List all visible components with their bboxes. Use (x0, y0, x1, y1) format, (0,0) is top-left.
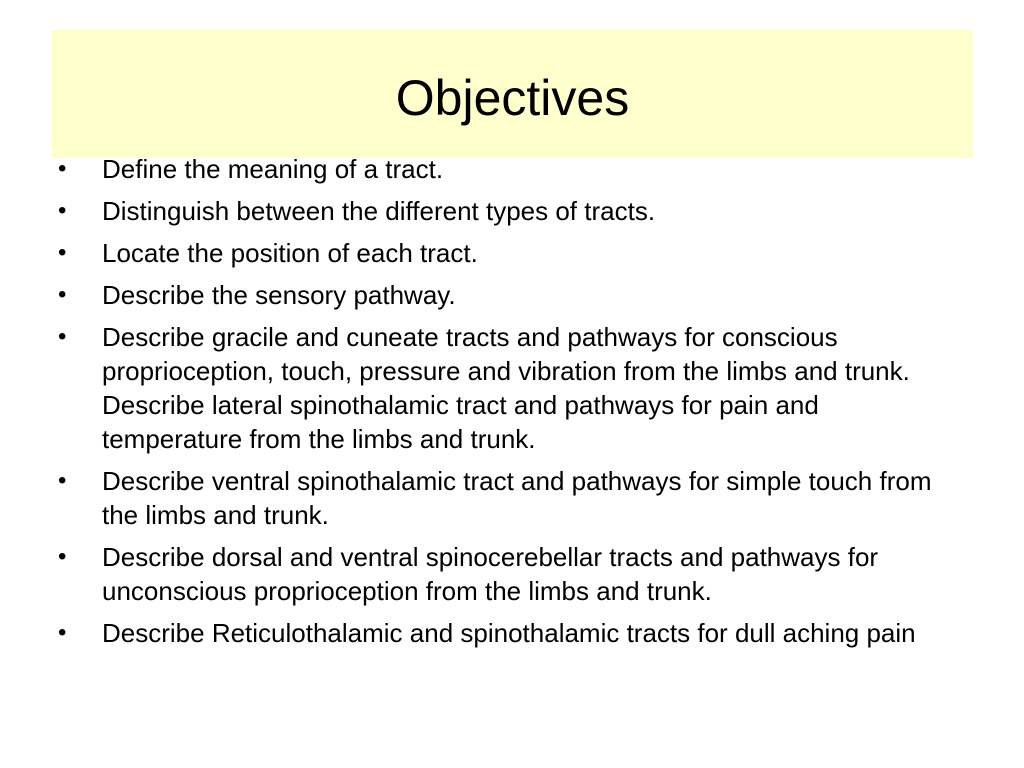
list-item-text: Locate the position of each tract. (102, 238, 478, 268)
list-item (58, 152, 963, 186)
bullet-icon: • (58, 323, 67, 350)
bullet-icon: • (58, 467, 67, 494)
bullet-icon: • (58, 197, 67, 224)
list-item-text: Describe gracile and cuneate tracts and pathways for conscious proprioception, touch, pressure and vibration from the limbs and trunk. Describe lateral spinothalamic tract and pathways for pain and temperature from the limbs and trunk. (102, 322, 910, 454)
list-item (58, 320, 963, 456)
bullet-icon: • (58, 619, 67, 646)
bullet-icon: • (58, 155, 67, 182)
list-item-text: Describe Reticulothalamic and spinothalamic tracts for dull aching pain (102, 618, 916, 648)
list-item (58, 278, 963, 312)
bullet-icon: • (58, 281, 67, 308)
list-item (58, 540, 963, 608)
list-item (58, 616, 963, 650)
objectives-list (58, 152, 963, 658)
list-item-text: Define the meaning of a tract. (102, 154, 444, 184)
list-item-text: Distinguish between the different types of tracts. (102, 196, 656, 226)
slide-title: Objectives (395, 70, 630, 126)
list-item (58, 194, 963, 228)
bullet-icon: • (58, 543, 67, 570)
list-item (58, 464, 963, 532)
list-item-text: Describe dorsal and ventral spinocerebellar tracts and pathways for unconscious proprioception from the limbs and trunk. (102, 542, 879, 606)
title-box (52, 30, 973, 158)
bullet-icon: • (58, 239, 67, 266)
list-item-text: Describe ventral spinothalamic tract and pathways for simple touch from the limbs and trunk. (102, 466, 932, 530)
list-item (58, 236, 963, 270)
list-item-text: Describe the sensory pathway. (102, 280, 456, 310)
